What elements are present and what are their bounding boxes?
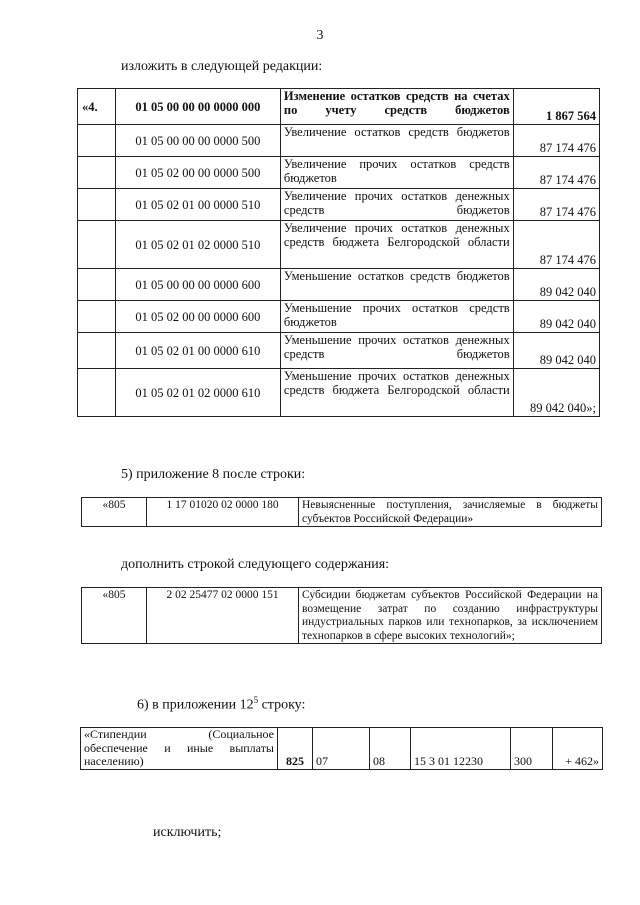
table-row: [78, 301, 600, 333]
row-mark-cell: [78, 157, 116, 189]
kbk-code-cell: 1 17 01020 02 0000 180: [147, 498, 299, 527]
source-name-cell: Увеличение остатков средств бюджетов: [280, 125, 513, 157]
budget-code-cell: 01 05 00 00 00 0000 600: [115, 269, 280, 301]
row-mark-cell: [78, 269, 116, 301]
table-row: [78, 221, 600, 269]
budget-code-cell: 01 05 02 00 00 0000 600: [115, 301, 280, 333]
sum-cell: 89 042 040: [513, 301, 599, 333]
page-number: 3: [316, 28, 324, 43]
table-row: [78, 369, 600, 417]
table-row: [78, 189, 600, 221]
row-mark-cell: [78, 221, 116, 269]
appendix-8-row-table: [81, 497, 602, 527]
intro-text: изложить в следующей редакции:: [121, 59, 323, 74]
table-row: [82, 498, 602, 527]
budget-code-cell: 01 05 00 00 00 0000 000: [115, 89, 280, 125]
source-name-cell: Уменьшение прочих остатков средств бюджетов: [280, 301, 513, 333]
sum-cell: 87 174 476: [513, 125, 599, 157]
source-name-cell: Увеличение прочих остатков средств бюджетов: [280, 157, 513, 189]
source-name-cell: Увеличение прочих остатков денежных средств бюджетов: [280, 189, 513, 221]
source-name-cell: Изменение остатков средств на счетах по учету средств бюджетов: [280, 89, 513, 125]
org-code-cell: «805: [82, 498, 147, 527]
item-6-superscript: 5: [253, 695, 259, 705]
section-cell: 07: [313, 728, 370, 770]
row-mark-cell: [78, 301, 116, 333]
item-6-text: [137, 695, 305, 714]
sum-cell: 1 867 564: [513, 89, 599, 125]
sum-cell: 87 174 476: [513, 221, 599, 269]
sources-table: [77, 88, 600, 417]
table-row: [82, 588, 602, 644]
sum-cell: 89 042 040: [513, 269, 599, 301]
table-row: [78, 333, 600, 369]
item-6-prefix: 6) в приложении 12: [137, 697, 254, 713]
source-name-cell: Увеличение прочих остатков денежных средств бюджета Белгородской области: [280, 221, 513, 269]
budget-code-cell: 01 05 02 01 02 0000 610: [115, 369, 280, 417]
income-name-cell: Субсидии бюджетам субъектов Российской Федерации на возмещение затрат по созданию инфраструктуры индустриальных парков или технопарков, за исключением технопарков в сфере высоких технологий»;: [299, 588, 602, 644]
source-name-cell: Уменьшение остатков средств бюджетов: [280, 269, 513, 301]
table-row: [78, 157, 600, 189]
row-mark-cell: [78, 125, 116, 157]
item-6-suffix: строку:: [258, 697, 306, 713]
table-row: [78, 125, 600, 157]
subsection-cell: 08: [370, 728, 411, 770]
budget-code-cell: 01 05 02 01 02 0000 510: [115, 221, 280, 269]
kbk-code-cell: 2 02 25477 02 0000 151: [147, 588, 299, 644]
new-row-table: [81, 587, 602, 644]
add-line-text: дополнить строкой следующего содержания:: [121, 557, 390, 572]
source-name-cell: Уменьшение прочих остатков денежных средств бюджета Белгородской области: [280, 369, 513, 417]
source-name-cell: Уменьшение прочих остатков денежных средств бюджетов: [280, 333, 513, 369]
income-name-cell: Невыясненные поступления, зачисляемые в бюджеты субъектов Российской Федерации»: [299, 498, 602, 527]
table-row: [78, 269, 600, 301]
sum-cell: 87 174 476: [513, 157, 599, 189]
budget-code-cell: 01 05 02 01 00 0000 510: [115, 189, 280, 221]
budget-code-cell: 01 05 02 01 00 0000 610: [115, 333, 280, 369]
expense-name-cell: «Стипендии (Социальное обеспечение и иные выплаты населению): [81, 728, 278, 770]
exclude-text: исключить;: [153, 825, 222, 840]
budget-code-cell: 01 05 02 00 00 0000 500: [115, 157, 280, 189]
sum-cell: 89 042 040»;: [513, 369, 599, 417]
grbs-cell: 825: [278, 728, 313, 770]
target-article-cell: 15 3 01 12230: [411, 728, 511, 770]
budget-code-cell: 01 05 00 00 00 0000 500: [115, 125, 280, 157]
expense-type-cell: 300: [511, 728, 553, 770]
sum-cell: 87 174 476: [513, 189, 599, 221]
row-mark-cell: [78, 369, 116, 417]
table-row: [78, 89, 600, 125]
item-5-text: 5) приложение 8 после строки:: [121, 467, 306, 482]
row-mark-cell: [78, 189, 116, 221]
sum-cell: 89 042 040: [513, 333, 599, 369]
row-mark-cell: [78, 333, 116, 369]
appendix-12-row-table: [80, 727, 603, 770]
sum-cell: + 462»: [553, 728, 603, 770]
table-row: [81, 728, 603, 770]
row-mark-cell: «4.: [78, 89, 116, 125]
org-code-cell: «805: [82, 588, 147, 644]
